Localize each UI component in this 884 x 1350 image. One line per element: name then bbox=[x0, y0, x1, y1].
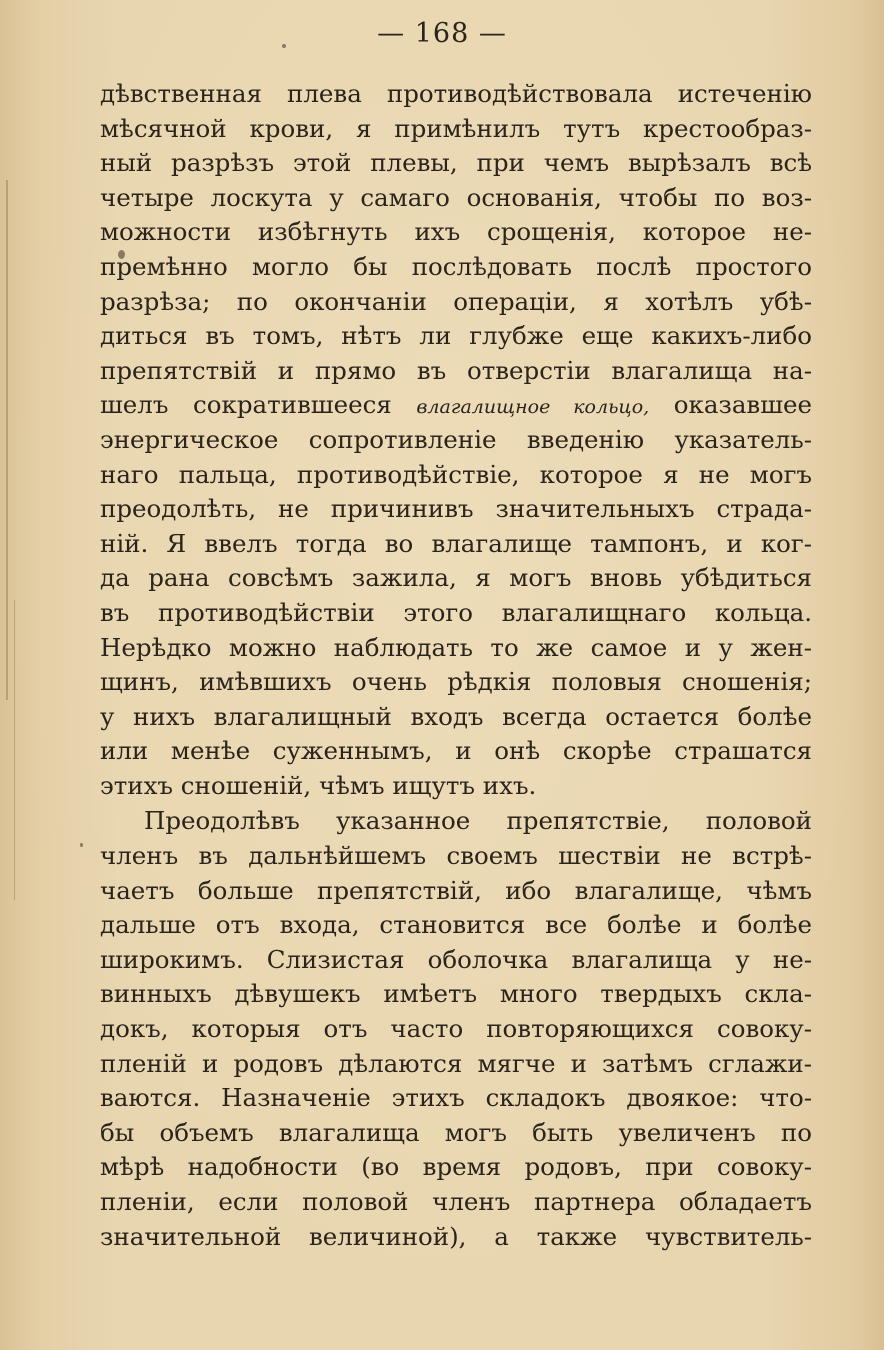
text-line: значительной величиной), а также чувствитель- bbox=[100, 1221, 812, 1251]
text-line: четыре лоскута у самаго основанія, чтобы по воз- bbox=[100, 182, 812, 212]
text-line: дѣвственная плева противодѣйствовала истеченію bbox=[100, 79, 812, 108]
text-line: въ противодѣйствіи этого влагалищнаго кольца. bbox=[100, 597, 812, 627]
text-line: или менѣе суженнымъ, и онѣ скорѣе страшатся bbox=[100, 736, 812, 766]
text-line: да рана совсѣмъ зажила, я могъ вновь убѣдиться bbox=[100, 563, 812, 593]
text-line: этихъ сношеній, чѣмъ ищутъ ихъ. bbox=[100, 770, 537, 800]
text-line: у нихъ влагалищный входъ всегда остается болѣе bbox=[100, 701, 812, 731]
text-line: винныхъ дѣвушекъ имѣетъ много твердыхъ скла- bbox=[100, 979, 812, 1009]
text-line: препятствій и прямо въ отверстіи влагалища на- bbox=[100, 355, 812, 385]
text-line: бы объемъ влагалища могъ быть увеличенъ по bbox=[100, 1117, 812, 1147]
text-line: широкимъ. Слизистая оболочка влагалища у не- bbox=[100, 944, 812, 974]
text-line: премѣнно могло бы послѣдовать послѣ простого bbox=[100, 251, 812, 281]
text-line: мѣрѣ надобности (во время родовъ, при совоку- bbox=[100, 1152, 812, 1182]
text-line: ній. Я ввелъ тогда во влагалище тампонъ, и ког- bbox=[100, 528, 812, 558]
text-line-with-italic bbox=[100, 388, 812, 423]
text-line: разрѣза; по окончаніи операціи, я хотѣлъ убѣ- bbox=[100, 286, 812, 316]
line-text-before: шелъ сократившееся bbox=[100, 390, 417, 420]
text-line: Преодолѣвъ указанное препятствіе, половой bbox=[144, 806, 812, 836]
line-text-after: оказавшее bbox=[649, 390, 812, 420]
italic-term: влагалищное кольцо, bbox=[416, 396, 650, 419]
left-margin-shadow-2 bbox=[14, 600, 15, 900]
text-line: мѣсячной крови, я примѣнилъ тутъ крестообраз- bbox=[100, 113, 812, 143]
text-line: пленій и родовъ дѣлаются мягче и затѣмъ сглажи- bbox=[100, 1048, 812, 1078]
text-line: преодолѣть, не причинивъ значительныхъ страда- bbox=[100, 494, 812, 524]
text-line: членъ въ дальнѣйшемъ своемъ шествіи не встрѣ- bbox=[100, 841, 812, 871]
text-line: можности избѣгнуть ихъ срощенія, которое не- bbox=[100, 217, 812, 247]
text-line: щинъ, имѣвшихъ очень рѣдкія половыя сношенія; bbox=[100, 667, 812, 697]
text-line: чаетъ больше препятствій, ибо влагалище, чѣмъ bbox=[100, 875, 812, 905]
text-line: докъ, которыя отъ часто повторяющихся совоку- bbox=[100, 1014, 812, 1044]
page-number: — 168 — bbox=[377, 18, 507, 49]
text-line: Нерѣдко можно наблюдать то же самое и у жен- bbox=[100, 632, 812, 662]
text-line: ваются. Назначеніе этихъ складокъ двоякое: что- bbox=[100, 1083, 812, 1113]
ink-speck bbox=[80, 843, 83, 847]
body-text bbox=[100, 77, 812, 1254]
text-line: ный разрѣзъ этой плевы, при чемъ вырѣзалъ всѣ bbox=[100, 148, 812, 178]
text-line: дальше отъ входа, становится все болѣе и болѣе bbox=[100, 910, 812, 940]
text-line: диться въ томъ, нѣтъ ли глубже еще какихъ-либо bbox=[100, 321, 812, 351]
text-line: энергическое сопротивленіе введенію указатель- bbox=[100, 424, 812, 454]
text-line: пленіи, если половой членъ партнера обладаетъ bbox=[100, 1187, 812, 1216]
left-margin-shadow bbox=[6, 180, 8, 700]
text-line: наго пальца, противодѣйствіе, которое я не могъ bbox=[100, 459, 812, 489]
